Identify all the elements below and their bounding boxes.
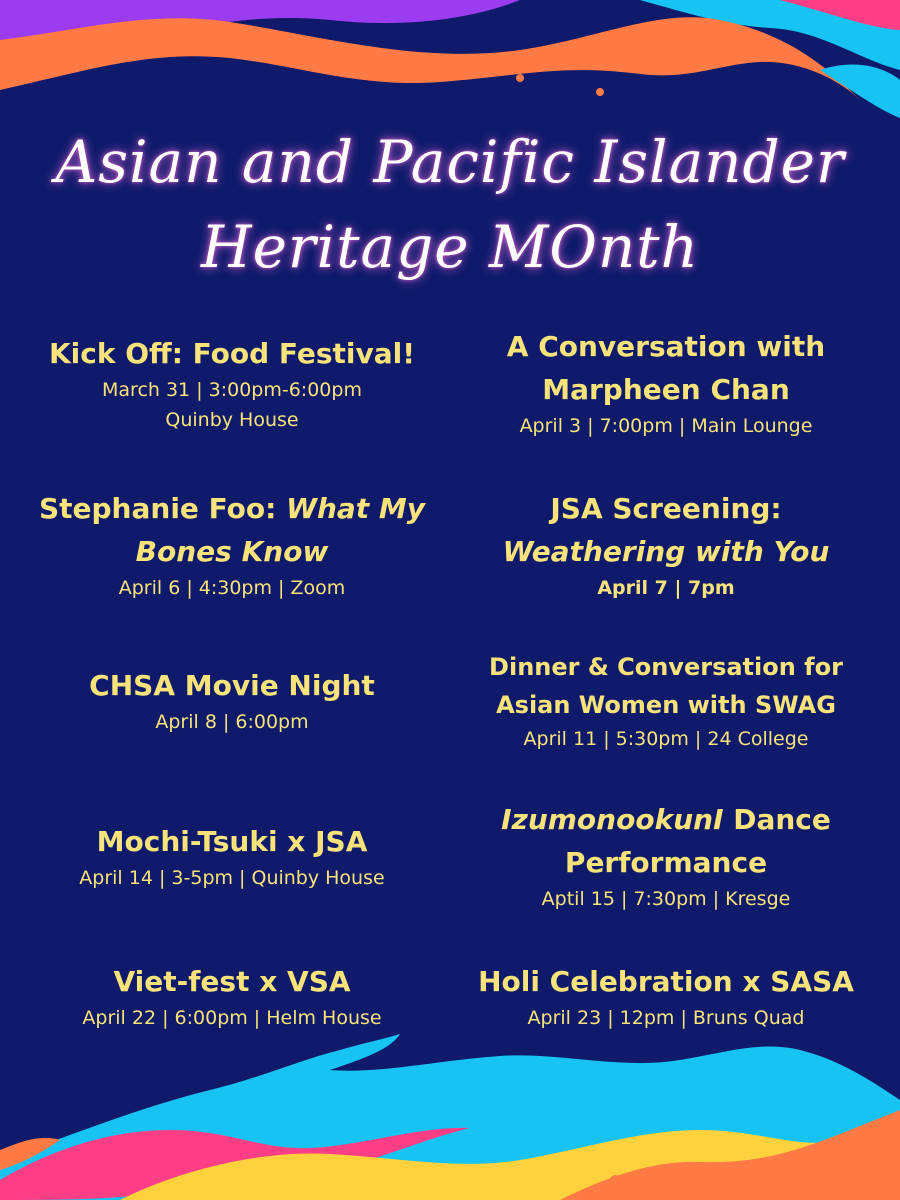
event-title-suffix: Dance — [723, 803, 831, 836]
event-details: April 23 | 12pm | Bruns Quad — [527, 1007, 805, 1029]
event-title: CHSA Movie Night — [89, 669, 375, 702]
event-date-time: March 31 | 3:00pm-6:00pm — [102, 379, 362, 401]
event-title-line-2 — [446, 530, 886, 573]
event-title-book-italic-2: Bones Know — [135, 535, 329, 568]
splash-dot-4 — [695, 1060, 715, 1080]
event-title-line-2: Marpheen Chan — [542, 373, 790, 406]
event-title-line-1 — [12, 487, 452, 530]
event-title-line-1: JSA Screening: — [550, 492, 782, 525]
splash-dot-6 — [610, 1175, 620, 1185]
splash-cyan-right — [820, 65, 900, 118]
event-title-prefix: Stephanie Foo: — [38, 492, 287, 525]
event-title-line-1: Dinner & Conversation for — [489, 653, 843, 681]
event-stephanie-foo — [12, 487, 452, 603]
event-details: April 11 | 5:30pm | 24 College — [523, 728, 809, 750]
bottom-paint-splash — [0, 1030, 900, 1200]
event-holi-celebration-sasa — [446, 960, 886, 1033]
splash-orange-top — [0, 17, 860, 100]
page-title-line-2: Heritage MOnth — [201, 213, 699, 281]
splash-dot-2 — [516, 74, 524, 82]
event-details: April 6 | 4:30pm | Zoom — [118, 577, 346, 599]
event-title-italic-name: IzumonookunI — [501, 803, 724, 836]
event-details: April 3 | 7:00pm | Main Lounge — [519, 415, 813, 437]
event-chsa-movie-night — [12, 664, 452, 737]
event-title: Mochi-Tsuki x JSA — [96, 825, 368, 858]
top-paint-splash — [0, 0, 900, 120]
event-conversation-marpheen-chan — [446, 325, 886, 441]
event-title: Holi Celebration x SASA — [478, 965, 854, 998]
splash-dot-5 — [733, 1083, 747, 1097]
splash-dot-3 — [596, 88, 604, 96]
event-location: Quinby House — [165, 409, 299, 431]
event-kick-off-food-festival — [12, 332, 452, 435]
splash-dot-1 — [485, 67, 495, 77]
event-title-line-1 — [446, 798, 886, 841]
event-dinner-conversation-swag — [446, 648, 886, 754]
event-title-line-2 — [12, 530, 452, 573]
event-title: Kick Off: Food Festival! — [48, 337, 416, 370]
event-title-line-2: Performance — [564, 846, 768, 879]
event-details: April 8 | 6:00pm — [155, 711, 309, 733]
event-details: April 14 | 3-5pm | Quinby House — [79, 867, 385, 889]
event-viet-fest-vsa — [12, 960, 452, 1033]
event-title-line-1: A Conversation with — [506, 330, 826, 363]
event-title: Viet-fest x VSA — [113, 965, 351, 998]
event-izumonookuni-dance — [446, 798, 886, 914]
event-jsa-screening — [446, 487, 886, 603]
event-mochi-tsuki-jsa — [12, 820, 452, 893]
event-title-line-2: Asian Women with SWAG — [496, 691, 836, 719]
event-details: April 7 | 7pm — [597, 577, 735, 599]
event-details: April 22 | 6:00pm | Helm House — [82, 1007, 382, 1029]
event-film-title-italic: Weathering with You — [502, 535, 830, 568]
event-details: Aptil 15 | 7:30pm | Kresge — [541, 888, 791, 910]
page-title-line-1: Asian and Pacific Islander — [55, 128, 845, 196]
event-title-book-italic: What My — [286, 492, 426, 525]
